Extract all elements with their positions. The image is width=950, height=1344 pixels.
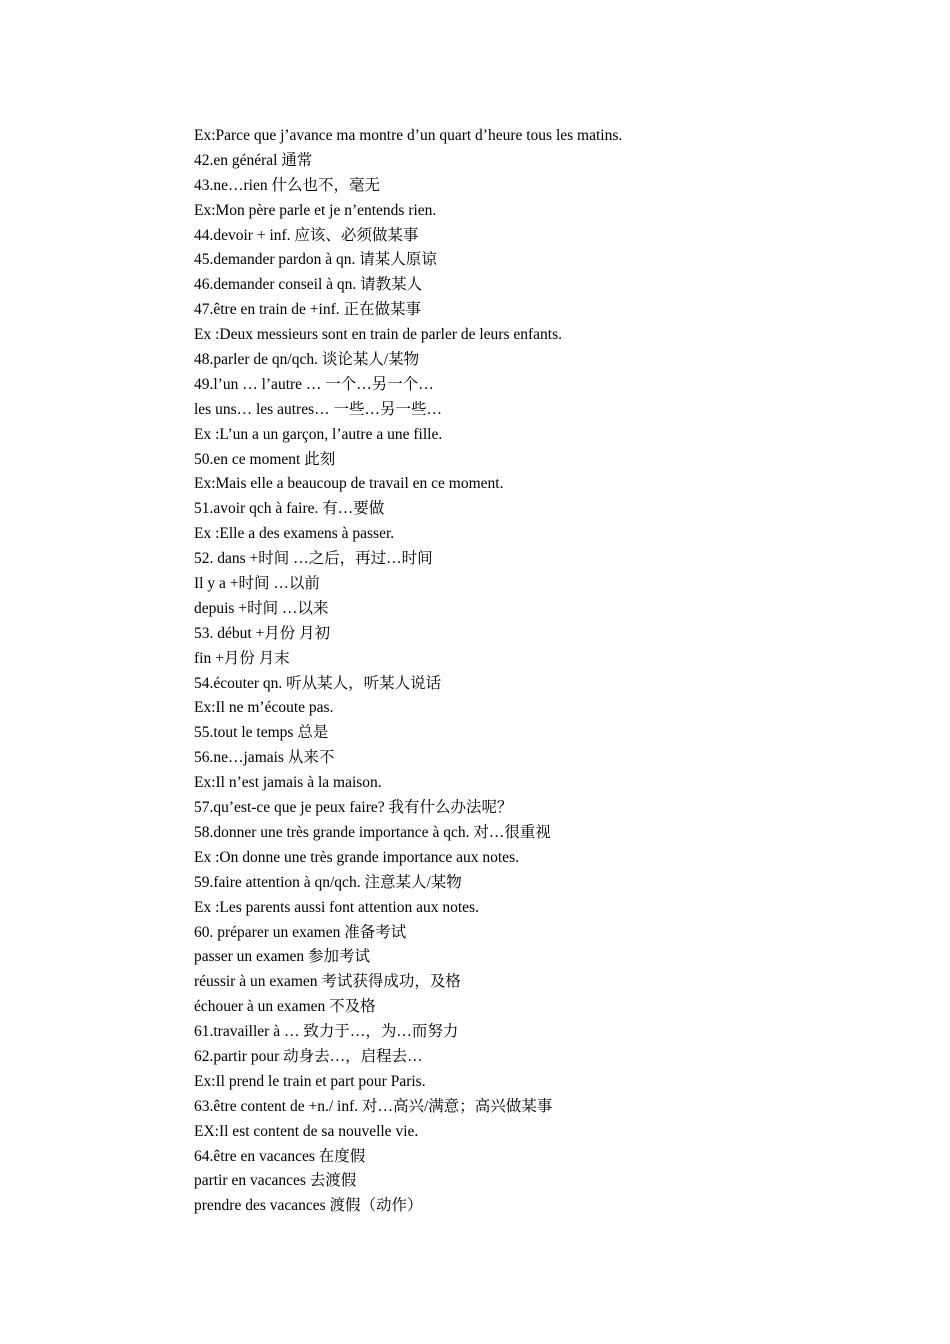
text-line: 51.avoir qch à faire. 有…要做	[194, 500, 385, 518]
text-line: 64.être en vacances 在度假	[194, 1147, 366, 1165]
text-line: 62.partir pour 动身去…，启程去…	[194, 1047, 423, 1065]
text-line: 47.être en train de +inf. 正在做某事	[194, 301, 421, 319]
text-line: 56.ne…jamais 从来不	[194, 749, 335, 767]
text-line: Ex:Il n’est jamais à la maison.	[194, 774, 382, 792]
text-line: prendre des vacances 渡假（动作）	[194, 1197, 423, 1215]
text-line: 42.en général 通常	[194, 151, 313, 169]
text-line: partir en vacances 去渡假	[194, 1172, 357, 1190]
text-line: Ex:Mon père parle et je n’entends rien.	[194, 201, 437, 219]
text-line: réussir à un examen 考试获得成功，及格	[194, 973, 461, 991]
text-line: échouer à un examen 不及格	[194, 998, 376, 1016]
text-line: fin +月份 月末	[194, 649, 290, 667]
text-line: Ex :Les parents aussi font attention aux notes.	[194, 898, 479, 916]
text-line: Ex:Il prend le train et part pour Paris.	[194, 1072, 426, 1090]
text-line: 46.demander conseil à qn. 请教某人	[194, 276, 423, 294]
text-line: 55.tout le temps 总是	[194, 724, 329, 742]
text-line: depuis +时间 …以来	[194, 599, 329, 617]
text-line: 54.écouter qn. 听从某人，听某人说话	[194, 674, 442, 692]
text-line: Il y a +时间 …以前	[194, 575, 320, 593]
text-line: 60. préparer un examen 准备考试	[194, 923, 407, 941]
text-line: 44.devoir + inf. 应该、必须做某事	[194, 226, 419, 244]
text-line: Ex :Elle a des examens à passer.	[194, 525, 395, 543]
text-line: 52. dans +时间 …之后，再过…时间	[194, 550, 433, 568]
text-line: Ex:Mais elle a beaucoup de travail en ce moment.	[194, 475, 504, 493]
text-line: 43.ne…rien 什么也不，毫无	[194, 176, 380, 194]
text-line: EX:Il est content de sa nouvelle vie.	[194, 1122, 419, 1140]
text-line: 49.l’un … l’autre … 一个…另一个…	[194, 375, 434, 393]
text-line: Ex :L’un a un garçon, l’autre a une fille.	[194, 425, 443, 443]
text-line: 48.parler de qn/qch. 谈论某人/某物	[194, 351, 420, 369]
text-line: 45.demander pardon à qn. 请某人原谅	[194, 251, 437, 269]
text-line: passer un examen 参加考试	[194, 948, 371, 966]
text-line: Ex :On donne une très grande importance aux notes.	[194, 848, 519, 866]
text-line: 50.en ce moment 此刻	[194, 450, 336, 468]
text-line: Ex :Deux messieurs sont en train de parler de leurs enfants.	[194, 326, 563, 344]
text-line: 58.donner une très grande importance à qch. 对…很重视	[194, 823, 551, 841]
text-line: 57.qu’est-ce que je peux faire? 我有什么办法呢？	[194, 799, 513, 817]
vocabulary-list	[194, 124, 894, 1219]
text-line: 61.travailler à … 致力于…，为…而努力	[194, 1023, 459, 1041]
text-line: Ex:Parce que j’avance ma montre d’un quart d’heure tous les matins.	[194, 127, 623, 144]
text-line: 63.être content de +n./ inf. 对…高兴/满意；高兴做某事	[194, 1097, 553, 1115]
text-line: Ex:Il ne m’écoute pas.	[194, 699, 334, 717]
text-line: 59.faire attention à qn/qch. 注意某人/某物	[194, 873, 462, 891]
text-line: 53. début +月份 月初	[194, 624, 331, 642]
text-line: les uns… les autres… 一些…另一些…	[194, 400, 442, 418]
